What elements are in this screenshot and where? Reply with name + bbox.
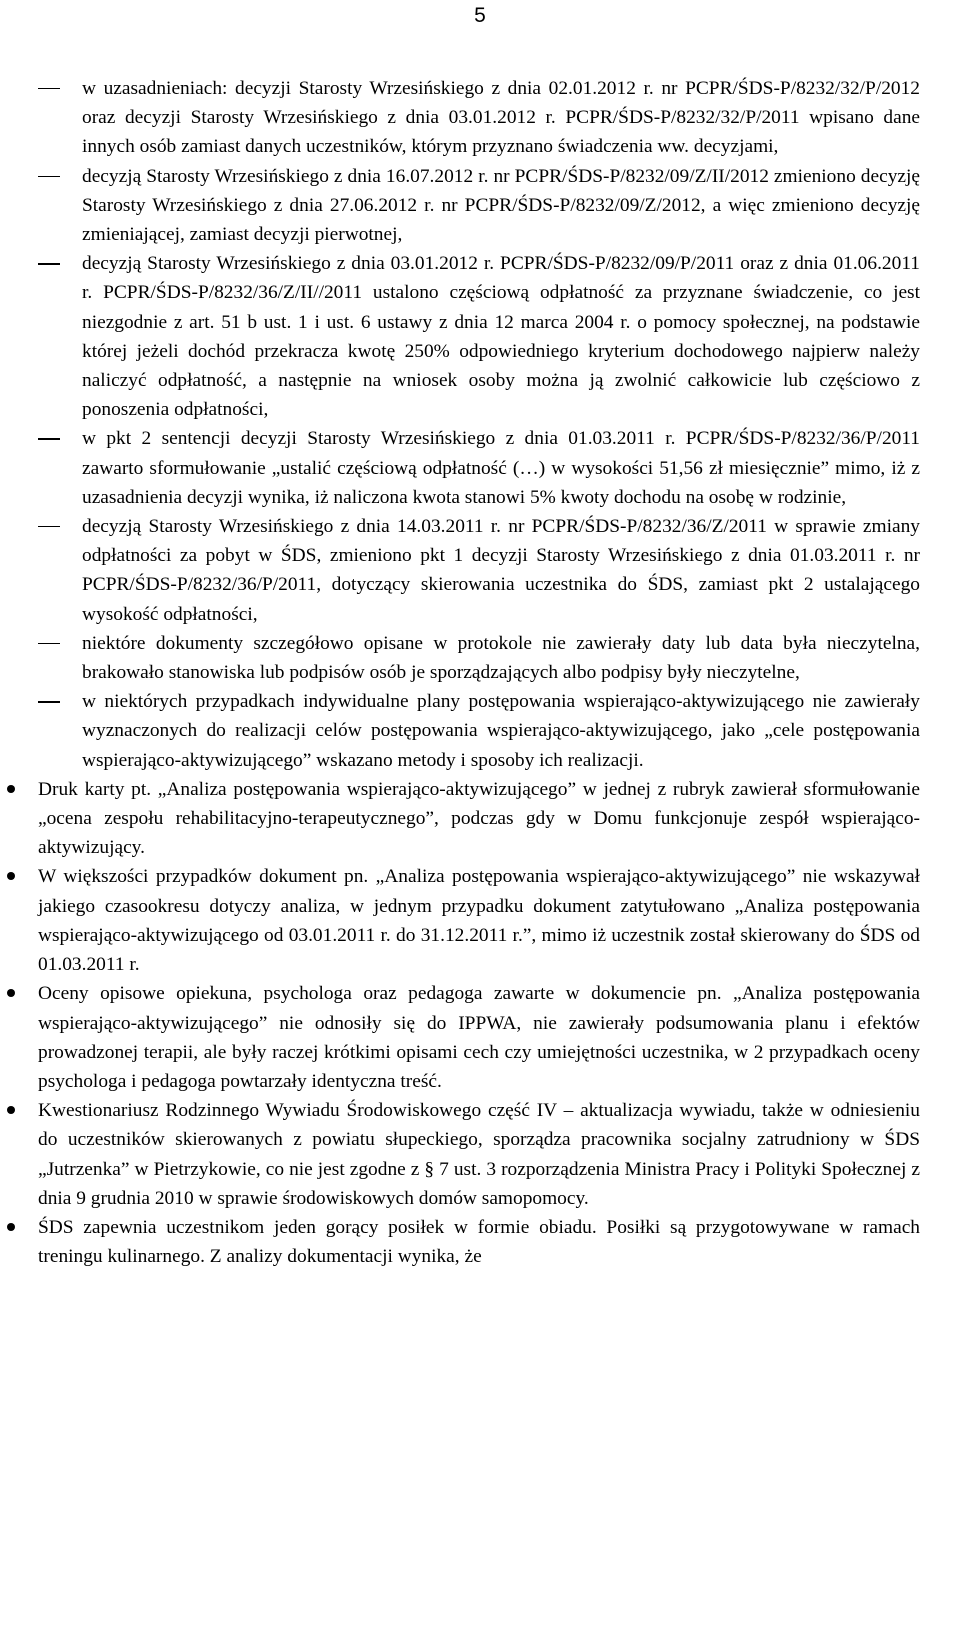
dash-list-item — [38, 512, 920, 629]
document-body — [38, 74, 920, 1271]
dash-list-item — [38, 249, 920, 424]
dash-list-item — [38, 74, 920, 162]
dash-list-item — [38, 424, 920, 512]
bullet-icon — [7, 989, 15, 997]
dash-marker-icon — [38, 526, 60, 527]
bullet-item-text: Kwestionariusz Rodzinnego Wywiadu Środowiskowego część IV – aktualizacja wywiadu, także w odniesieniu do uczestników skierowanych z powiatu słupeckiego, sporządza pracownika socjalny zatrudniony w ŚDS „Jutrzenka” w Pietrzykowie, co nie jest zgodne z § 7 ust. 3 rozporządzenia Ministra Pracy i Polityki Społecznej z dnia 9 grudnia 2010 w sprawie środowiskowych domów samopomocy. — [38, 1100, 920, 1209]
dash-marker-icon — [38, 701, 60, 702]
dash-item-text: w uzasadnieniach: decyzji Starosty Wrzesińskiego z dnia 02.01.2012 r. nr PCPR/ŚDS-P/8232/32/P/2012 oraz decyzji Starosty Wrzesińskiego z dnia 03.01.2012 r. PCPR/ŚDS-P/8232/32/P/2011 wpisano dane innych osób zamiast danych uczestników, którym przyznano świadczenia ww. decyzjami, — [82, 78, 920, 158]
dash-item-text: decyzją Starosty Wrzesińskiego z dnia 14.03.2011 r. nr PCPR/ŚDS-P/8232/36/Z/2011 w sprawie zmiany odpłatności za pobyt w ŚDS, zmieniono pkt 1 decyzji Starosty Wrzesińskiego z dnia 01.03.2011 r. nr PCPR/ŚDS-P/8232/36/P/2011, dotyczący skierowania uczestnika do ŚDS, zamiast pkt 2 ustalającego wysokość odpłatności, — [82, 516, 920, 625]
bullet-list-item — [38, 1096, 920, 1213]
bullet-icon — [7, 872, 15, 880]
dash-marker-icon — [38, 176, 60, 177]
dash-list — [38, 74, 920, 775]
page-number: 5 — [474, 4, 486, 27]
dash-item-text: w pkt 2 sentencji decyzji Starosty Wrzesińskiego z dnia 01.03.2011 r. PCPR/ŚDS-P/8232/36/P/2011 zawarto sformułowanie „ustalić częściową odpłatność (…) w wysokości 51,56 zł miesięcznie” mimo, iż z uzasadnienia decyzji wynika, iż naliczona kwota stanowi 5% kwoty dochodu na osobę w rodzinie, — [82, 428, 920, 508]
bullet-item-text: ŚDS zapewnia uczestnikom jeden gorący posiłek w formie obiadu. Posiłki są przygotowywane w ramach treningu kulinarnego. Z analizy dokumentacji wynika, że — [38, 1216, 920, 1268]
dash-item-text: decyzją Starosty Wrzesińskiego z dnia 03.01.2012 r. PCPR/ŚDS-P/8232/09/P/2011 oraz z dnia 01.06.2011 r. PCPR/ŚDS-P/8232/36/Z/II//2011 ustalono częściową odpłatność za przyznane świadczenie, co jest niezgodnie z art. 51 b ust. 1 i ust. 6 ustawy z dnia 12 marca 2004 r. o pomocy społecznej, na podstawie której jeżeli dochód przekracza kwotę 250% odpowiedniego kryterium dochodowego najpierw należy naliczyć odpłatność, a następnie na wniosek osoby można ją zwolnić całkowicie lub częściowo z ponoszenia odpłatności, — [82, 253, 920, 421]
bullet-item-text: Oceny opisowe opiekuna, psychologa oraz pedagoga zawarte w dokumencie pn. „Analiza postępowania wspierająco-aktywizującego” nie odnosiły się do IPPWA, nie zawierały podsumowania planu i efektów prowadzonej terapii, ale były raczej krótkimi opisami cech czy umiejętności uczestnika, w 2 przypadkach oceny psychologa i pedagoga powtarzały identyczna treść. — [38, 983, 920, 1092]
dash-marker-icon — [38, 263, 60, 264]
dash-marker-icon — [38, 438, 60, 439]
bullet-icon — [7, 1106, 15, 1114]
bullet-item-text: Druk karty pt. „Analiza postępowania wspierająco-aktywizującego” w jednej z rubryk zawierał sformułowanie „ocena zespołu rehabilitacyjno-terapeutycznego”, podczas gdy w Domu funkcjonuje zespół wspierająco-aktywizujący. — [38, 778, 920, 859]
bullet-list-item — [38, 862, 920, 979]
dash-list-item — [38, 629, 920, 687]
dash-list-item — [38, 162, 920, 250]
bullet-icon — [7, 1223, 15, 1231]
dash-list-item — [38, 687, 920, 775]
dash-marker-icon — [38, 643, 60, 644]
dash-item-text: w niektórych przypadkach indywidualne plany postępowania wspierająco-aktywizującego nie zawierały wyznaczonych do realizacji celów postępowania wspierająco-aktywizującego, jako „cele postępowania wspierająco-aktywizującego” wskazano metody i sposoby ich realizacji. — [82, 691, 920, 771]
bullet-list-item — [38, 979, 920, 1096]
bullet-icon — [7, 785, 15, 793]
bullet-list — [38, 775, 920, 1271]
bullet-list-item — [38, 1213, 920, 1271]
bullet-item-text: W większości przypadków dokument pn. „Analiza postępowania wspierająco-aktywizującego” nie wskazywał jakiego czasookresu dotyczy analiza, w jednym przypadku dokument zatytułowano „Analiza postępowania wspierająco-aktywizującego od 03.01.2011 r. do 31.12.2011 r.”, mimo iż uczestnik został skierowany do ŚDS od 01.03.2011 r. — [38, 866, 920, 976]
dash-item-text: decyzją Starosty Wrzesińskiego z dnia 16.07.2012 r. nr PCPR/ŚDS-P/8232/09/Z/II/2012 zmieniono decyzję Starosty Wrzesińskiego z dnia 27.06.2012 r. nr PCPR/ŚDS-P/8232/09/Z/2012, a więc zmieniono decyzję zmieniającej, zamiast decyzji pierwotnej, — [82, 165, 920, 246]
dash-marker-icon — [38, 88, 60, 89]
dash-item-text: niektóre dokumenty szczegółowo opisane w protokole nie zawierały daty lub data była nieczytelna, brakowało stanowiska lub podpisów osób je sporządzających albo podpisy były nieczytelne, — [82, 632, 920, 684]
bullet-list-item — [38, 775, 920, 863]
